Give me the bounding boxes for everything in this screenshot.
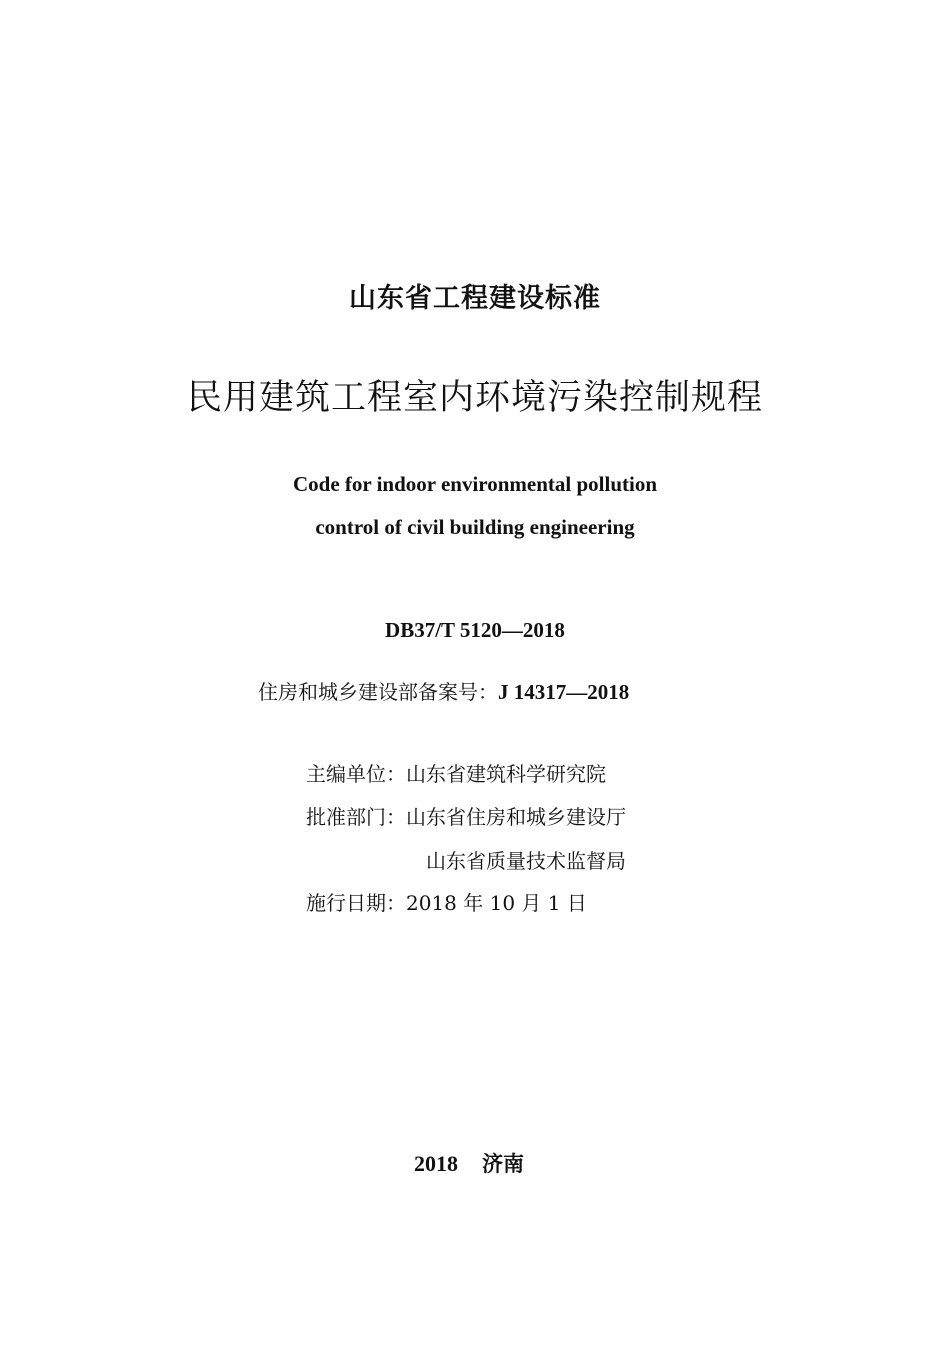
- editor-value: 山东省建筑科学研究院: [406, 762, 606, 786]
- publication-year: 2018: [414, 1151, 458, 1176]
- approver-value-2: 山东省质量技术监督局: [426, 849, 626, 873]
- record-number-line: [258, 676, 629, 705]
- series-title: 山东省工程建设标准: [349, 283, 601, 314]
- approver-value-1: 山东省住房和城乡建设厅: [406, 805, 626, 829]
- record-number-label: 住房和城乡建设部备案号：: [258, 680, 498, 704]
- editor-label: 主编单位：: [306, 762, 406, 786]
- effective-date-value: 2018 年 10 月 1 日: [406, 891, 587, 915]
- effective-date-label: 施行日期：: [306, 891, 406, 915]
- publication-city: 济南: [482, 1152, 524, 1176]
- approver-row-2: [426, 845, 626, 874]
- approver-label: 批准部门：: [306, 805, 406, 829]
- document-title-english-line-2: control of civil building engineering: [315, 515, 635, 539]
- publication-footer: [414, 1148, 524, 1178]
- editor-row: [306, 758, 606, 787]
- approver-row: [306, 801, 626, 830]
- standard-code: DB37/T 5120—2018: [385, 618, 565, 642]
- document-title-english-line-1: Code for indoor environmental pollution: [292, 472, 658, 496]
- record-number-value: J 14317—2018: [498, 680, 630, 704]
- effective-date-row: [306, 887, 587, 916]
- document-title-chinese: 民用建筑工程室内环境污染控制规程: [186, 378, 763, 418]
